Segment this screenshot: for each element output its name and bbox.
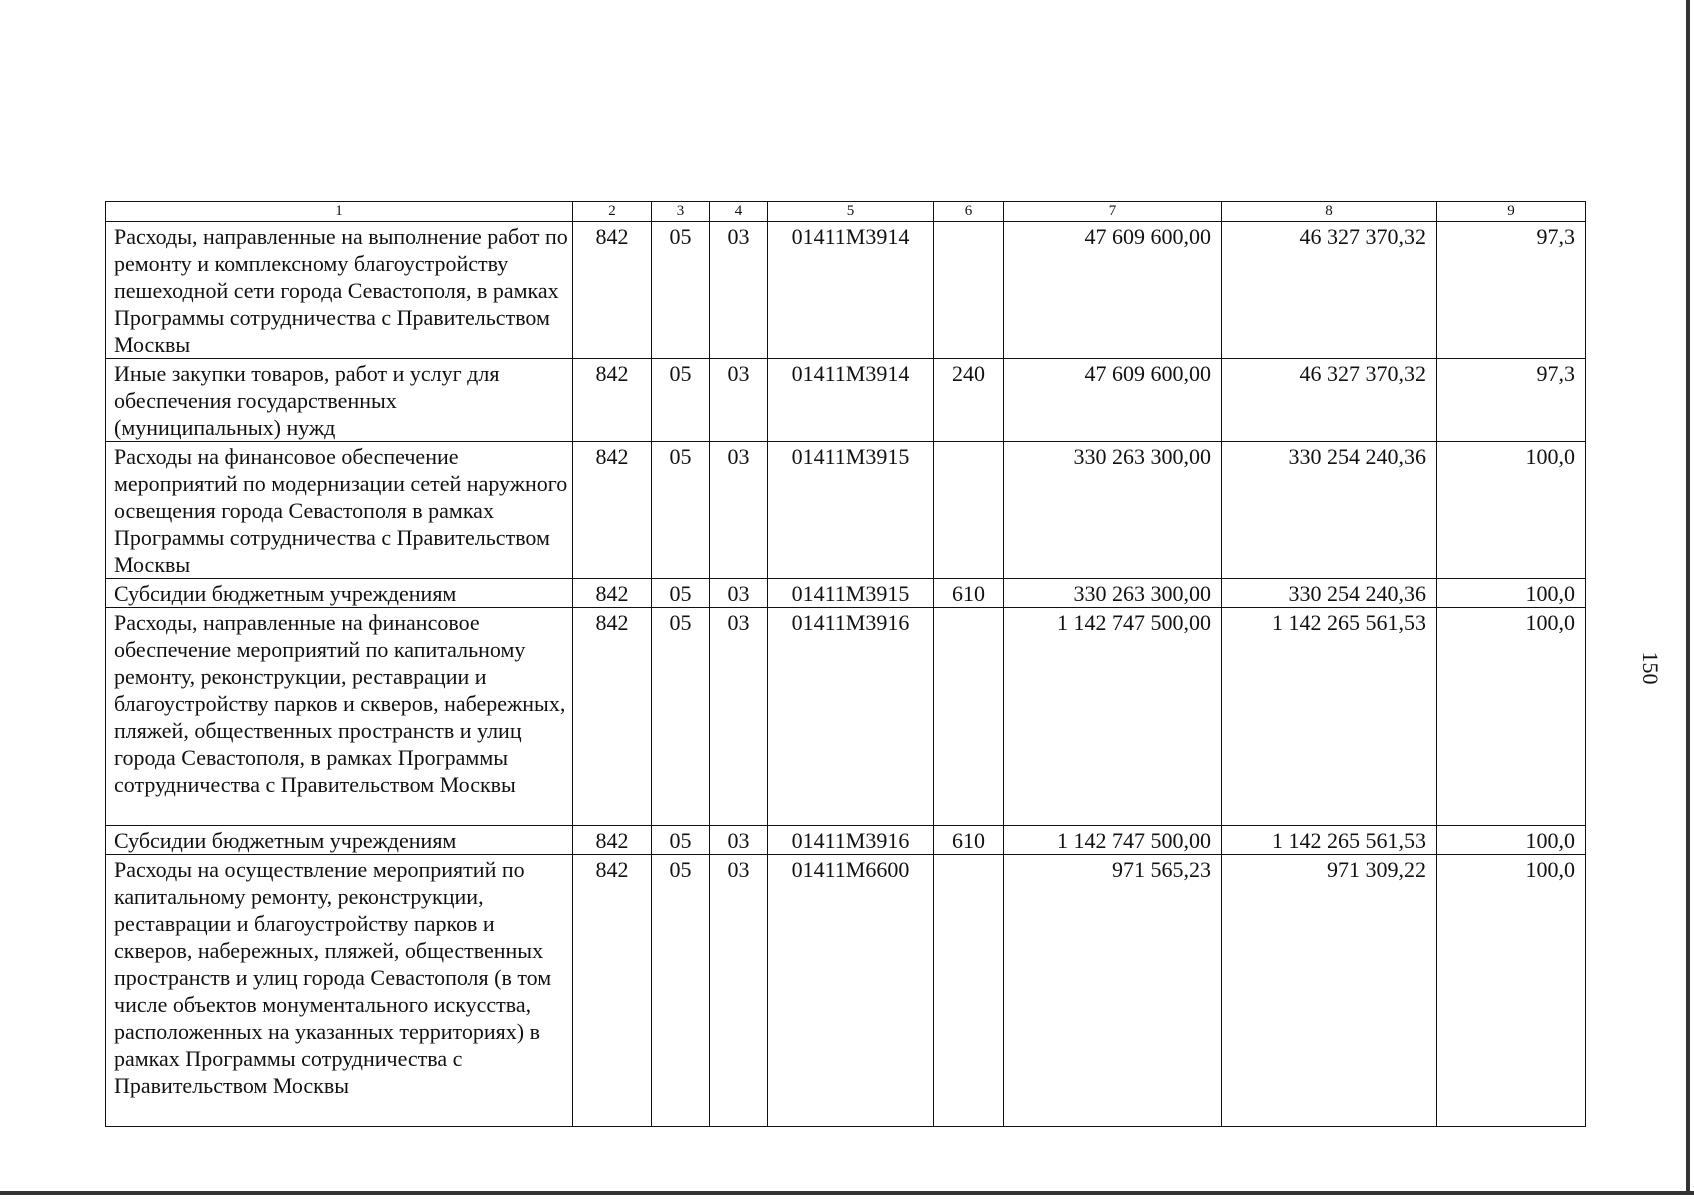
budget-expenditure-table bbox=[105, 201, 1586, 1127]
section-code: 05 bbox=[652, 359, 710, 442]
page-edge-bottom bbox=[0, 1191, 1694, 1195]
planned-amount: 330 263 300,00 bbox=[1004, 579, 1222, 608]
execution-percent: 97,3 bbox=[1437, 359, 1586, 442]
expense-name: Иные закупки товаров, работ и услуг для обеспечения государственных (муниципальных) нужд bbox=[106, 359, 573, 442]
ministry-code: 842 bbox=[573, 826, 652, 855]
target-article-code: 01411М3916 bbox=[768, 826, 934, 855]
ministry-code: 842 bbox=[573, 579, 652, 608]
page-edge-right bbox=[1686, 0, 1690, 1195]
execution-percent: 100,0 bbox=[1437, 826, 1586, 855]
table-row bbox=[106, 608, 1586, 826]
expense-name: Расходы, направленные на выполнение работ по ремонту и комплексному благоустройству пешеходной сети города Севастополя, в рамках Программы сотрудничества с Правительством Москвы bbox=[106, 222, 573, 359]
planned-amount: 1 142 747 500,00 bbox=[1004, 608, 1222, 826]
column-number: 2 bbox=[573, 202, 652, 222]
subsection-code: 03 bbox=[710, 826, 768, 855]
column-number: 8 bbox=[1222, 202, 1437, 222]
column-number: 1 bbox=[106, 202, 573, 222]
execution-percent: 100,0 bbox=[1437, 855, 1586, 1127]
page-number: 150 bbox=[1638, 651, 1663, 685]
planned-amount: 971 565,23 bbox=[1004, 855, 1222, 1127]
table-row bbox=[106, 359, 1586, 442]
target-article-code: 01411М3915 bbox=[768, 579, 934, 608]
expense-name: Расходы на осуществление мероприятий по капитальному ремонту, реконструкции, реставрации и благоустройству парков и скверов, набережных, пляжей, общественных пространств и улиц города Севастополя (в том числе объектов монументального искусства, расположенных на указанных территориях) в рамках Программы сотрудничества с Правительством Москвы bbox=[106, 855, 573, 1127]
expense-type-code: 610 bbox=[934, 826, 1004, 855]
expense-type-code bbox=[934, 608, 1004, 826]
target-article-code: 01411М3916 bbox=[768, 608, 934, 826]
section-code: 05 bbox=[652, 222, 710, 359]
column-number: 5 bbox=[768, 202, 934, 222]
expense-type-code bbox=[934, 442, 1004, 579]
ministry-code: 842 bbox=[573, 222, 652, 359]
planned-amount: 47 609 600,00 bbox=[1004, 222, 1222, 359]
column-number: 3 bbox=[652, 202, 710, 222]
section-code: 05 bbox=[652, 826, 710, 855]
subsection-code: 03 bbox=[710, 359, 768, 442]
planned-amount: 47 609 600,00 bbox=[1004, 359, 1222, 442]
executed-amount: 330 254 240,36 bbox=[1222, 442, 1437, 579]
column-number: 9 bbox=[1437, 202, 1586, 222]
ministry-code: 842 bbox=[573, 855, 652, 1127]
executed-amount: 1 142 265 561,53 bbox=[1222, 826, 1437, 855]
planned-amount: 330 263 300,00 bbox=[1004, 442, 1222, 579]
executed-amount: 46 327 370,32 bbox=[1222, 359, 1437, 442]
executed-amount: 330 254 240,36 bbox=[1222, 579, 1437, 608]
target-article-code: 01411М3914 bbox=[768, 222, 934, 359]
column-number: 4 bbox=[710, 202, 768, 222]
ministry-code: 842 bbox=[573, 608, 652, 826]
execution-percent: 100,0 bbox=[1437, 579, 1586, 608]
section-code: 05 bbox=[652, 608, 710, 826]
target-article-code: 01411М3914 bbox=[768, 359, 934, 442]
column-number-row bbox=[106, 202, 1586, 222]
section-code: 05 bbox=[652, 579, 710, 608]
section-code: 05 bbox=[652, 442, 710, 579]
subsection-code: 03 bbox=[710, 608, 768, 826]
execution-percent: 97,3 bbox=[1437, 222, 1586, 359]
subsection-code: 03 bbox=[710, 579, 768, 608]
execution-percent: 100,0 bbox=[1437, 608, 1586, 826]
expense-type-code bbox=[934, 855, 1004, 1127]
executed-amount: 46 327 370,32 bbox=[1222, 222, 1437, 359]
subsection-code: 03 bbox=[710, 855, 768, 1127]
subsection-code: 03 bbox=[710, 442, 768, 579]
column-number: 6 bbox=[934, 202, 1004, 222]
table-row bbox=[106, 222, 1586, 359]
expense-name: Субсидии бюджетным учреждениям bbox=[106, 826, 573, 855]
planned-amount: 1 142 747 500,00 bbox=[1004, 826, 1222, 855]
target-article-code: 01411М6600 bbox=[768, 855, 934, 1127]
table-row bbox=[106, 579, 1586, 608]
table-row bbox=[106, 855, 1586, 1127]
ministry-code: 842 bbox=[573, 359, 652, 442]
target-article-code: 01411М3915 bbox=[768, 442, 934, 579]
subsection-code: 03 bbox=[710, 222, 768, 359]
expense-name: Расходы на финансовое обеспечение мероприятий по модернизации сетей наружного освещения города Севастополя в рамках Программы сотрудничества с Правительством Москвы bbox=[106, 442, 573, 579]
executed-amount: 971 309,22 bbox=[1222, 855, 1437, 1127]
executed-amount: 1 142 265 561,53 bbox=[1222, 608, 1437, 826]
expense-type-code: 610 bbox=[934, 579, 1004, 608]
expense-type-code bbox=[934, 222, 1004, 359]
section-code: 05 bbox=[652, 855, 710, 1127]
table-row bbox=[106, 442, 1586, 579]
table-row bbox=[106, 826, 1586, 855]
expense-type-code: 240 bbox=[934, 359, 1004, 442]
column-number: 7 bbox=[1004, 202, 1222, 222]
expense-name: Субсидии бюджетным учреждениям bbox=[106, 579, 573, 608]
expense-name: Расходы, направленные на финансовое обеспечение мероприятий по капитальному ремонту, реконструкции, реставрации и благоустройству парков и скверов, набережных, пляжей, общественных пространств и улиц города Севастополя, в рамках Программы сотрудничества с Правительством Москвы bbox=[106, 608, 573, 826]
execution-percent: 100,0 bbox=[1437, 442, 1586, 579]
ministry-code: 842 bbox=[573, 442, 652, 579]
